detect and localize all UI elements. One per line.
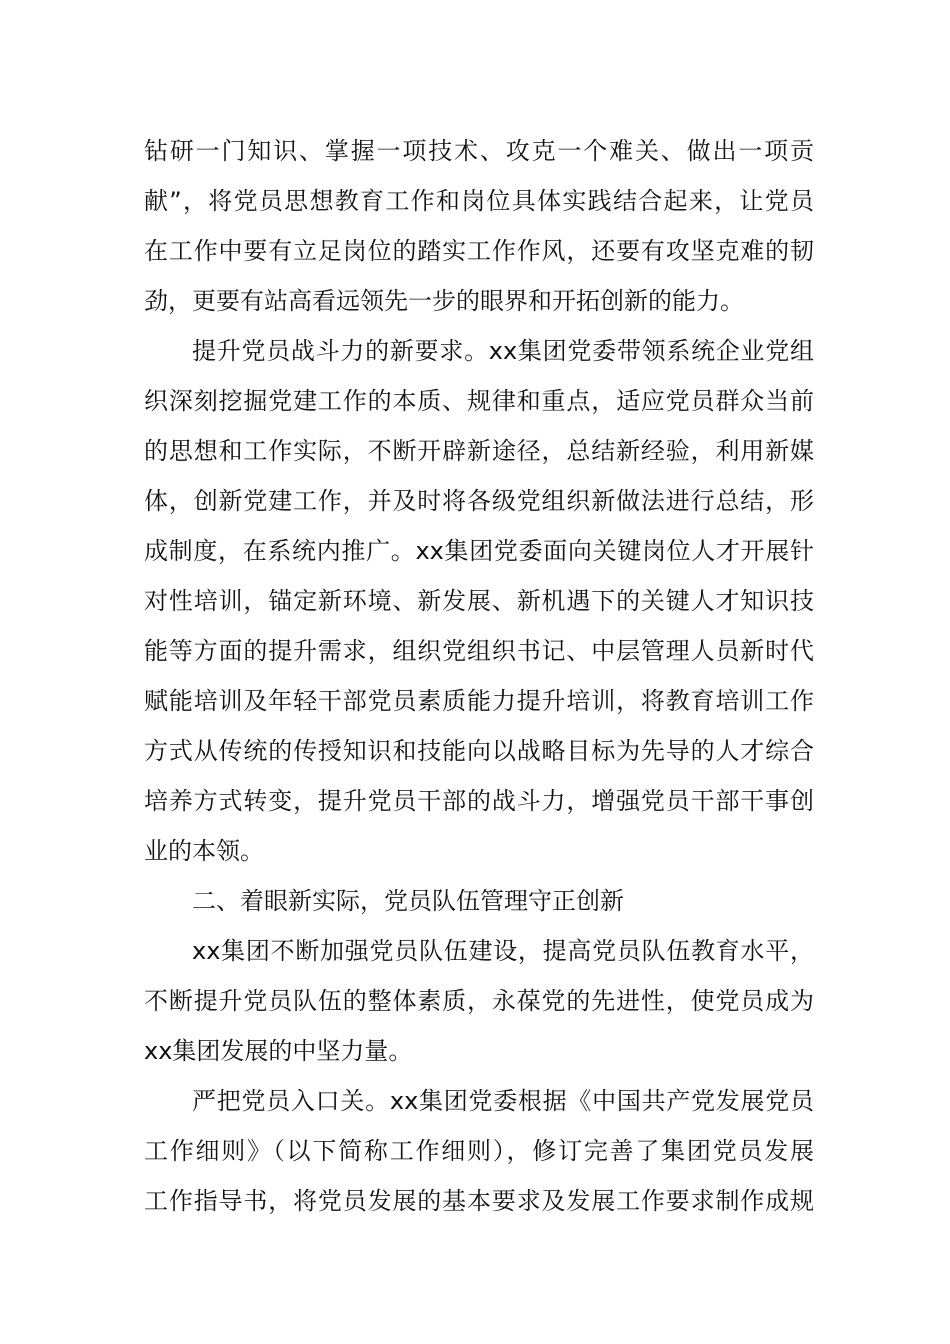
- text-line: 劲，更要有站高看远领先一步的眼界和开拓创新的能力。: [144, 287, 744, 315]
- text-line: 工作指导书，将党员发展的基本要求及发展工作要求制作成规: [144, 1187, 814, 1215]
- text-line: xx集团发展的中坚力量。: [144, 1037, 413, 1065]
- text-line: 在工作中要有立足岗位的踏实工作作风，还要有攻坚克难的韧: [144, 237, 814, 265]
- text-line: 献”，将党员思想教育工作和岗位具体实践结合起来，让党员: [144, 187, 814, 215]
- text-line: 工作细则》（以下简称工作细则），修订完善了集团党员发展: [144, 1137, 814, 1165]
- body-text: [144, 126, 814, 1226]
- text-line: 不断提升党员队伍的整体素质，永葆党的先进性，使党员成为: [144, 987, 814, 1015]
- text-line: 的思想和工作实际，不断开辟新途径，总结新经验，利用新媒: [144, 437, 814, 465]
- text-line: 对性培训，锚定新环境、新发展、新机遇下的关键人才知识技: [144, 587, 814, 615]
- text-line: 业的本领。: [144, 837, 264, 865]
- paragraph-start-line: 提升党员战斗力的新要求。xx集团党委带领系统企业党组: [192, 337, 814, 365]
- text-line: 赋能培训及年轻干部党员素质能力提升培训，将教育培训工作: [144, 687, 814, 715]
- text-line: 成制度，在系统内推广。xx集团党委面向关键岗位人才开展针: [144, 537, 814, 565]
- paragraph-start-line: xx集团不断加强党员队伍建设，提高党员队伍教育水平，: [192, 937, 814, 965]
- section-heading: 二、着眼新实际，党员队伍管理守正创新: [192, 887, 624, 915]
- text-line: 能等方面的提升需求，组织党组织书记、中层管理人员新时代: [144, 637, 814, 665]
- text-line: 织深刻挖掘党建工作的本质、规律和重点，适应党员群众当前: [144, 387, 814, 415]
- text-line: 方式从传统的传授知识和技能向以战略目标为先导的人才综合: [144, 737, 814, 765]
- text-line: 培养方式转变，提升党员干部的战斗力，增强党员干部干事创: [144, 787, 814, 815]
- text-line: 体，创新党建工作，并及时将各级党组织新做法进行总结，形: [144, 487, 814, 515]
- text-line: 钻研一门知识、掌握一项技术、攻克一个难关、做出一项贡: [144, 137, 814, 165]
- paragraph-start-line: 严把党员入口关。xx集团党委根据《中国共产党发展党员: [192, 1087, 814, 1115]
